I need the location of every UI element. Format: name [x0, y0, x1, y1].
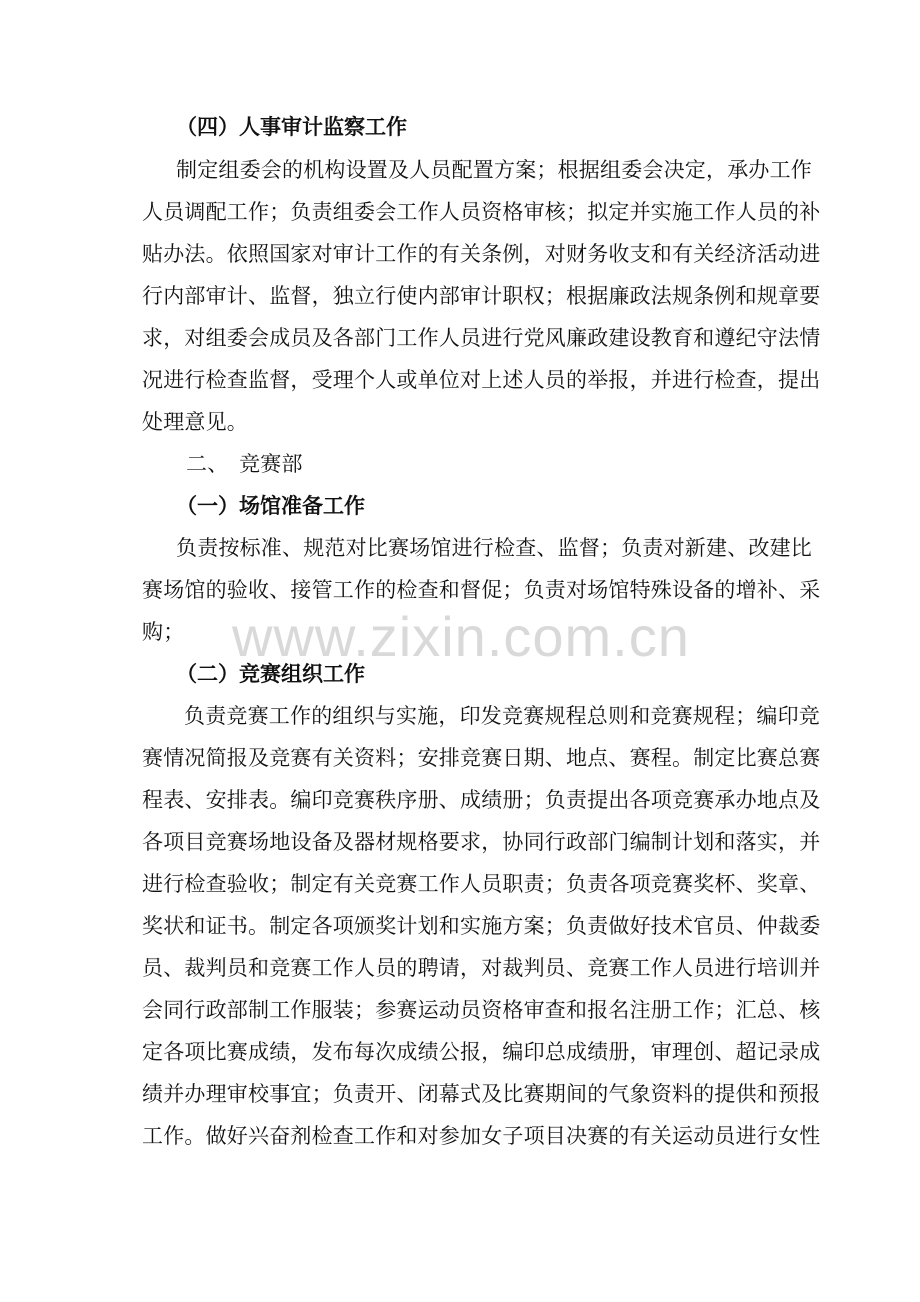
section-1-line-3: 购； [142, 620, 185, 644]
section-4-line-1: 制定组委会的机构设置及人员配置方案；根据组委会决定，承办工作 [176, 158, 812, 182]
section-1-line-1: 负责按标准、规范对比赛场馆进行检查、监督；负责对新建、改建比 [176, 536, 812, 560]
section-2-line-10: 绩并办理审校事宜；负责开、闭幕式及比赛期间的气象资料的提供和预报 [142, 1082, 821, 1106]
section-4-heading: （四）人事审计监察工作 [176, 114, 407, 139]
section-4-line-3: 贴办法。依照国家对审计工作的有关条例，对财务收支和有关经济活动进 [142, 242, 821, 266]
section-4-line-6: 况进行检查监督，受理个人或单位对上述人员的举报，并进行检查，提出 [142, 368, 821, 392]
section-1-heading: （一）场馆准备工作 [176, 493, 365, 518]
section-2-line-3: 程表、安排表。编印竞赛秩序册、成绩册；负责提出各项竞赛承办地点及 [142, 788, 821, 812]
section-2-line-9: 定各项比赛成绩，发布每次成绩公报，编印总成绩册，审理创、超记录成 [142, 1040, 821, 1064]
section-2-line-1: 负责竞赛工作的组织与实施，印发竞赛规程总则和竞赛规程；编印竞 [184, 704, 820, 728]
section-2-line-8: 会同行政部制工作服装；参赛运动员资格审查和报名注册工作；汇总、核 [142, 998, 821, 1022]
section-1-line-2: 赛场馆的验收、接管工作的检查和督促；负责对场馆特殊设备的增补、采 [142, 578, 821, 602]
section-4-line-5: 求，对组委会成员及各部门工作人员进行党风廉政建设教育和遵纪守法情 [142, 326, 821, 350]
section-2-line-4: 各项目竞赛场地设备及器材规格要求，协同行政部门编制计划和落实，并 [142, 830, 821, 854]
section-2-line-7: 员、裁判员和竞赛工作人员的聘请，对裁判员、竞赛工作人员进行培训并 [142, 956, 821, 980]
section-2-heading: （二）竞赛组织工作 [176, 661, 365, 686]
section-4-line-2: 人员调配工作；负责组委会工作人员资格审核；拟定并实施工作人员的补 [142, 200, 821, 224]
section-2-line-11: 工作。做好兴奋剂检查工作和对参加女子项目决赛的有关运动员进行女性 [142, 1124, 821, 1148]
section-4-line-4: 行内部审计、监督，独立行使内部审计职权；根据廉政法规条例和规章要 [142, 284, 821, 308]
part-2-heading: 二、 竞赛部 [186, 452, 303, 476]
section-2-line-2: 赛情况简报及竞赛有关资料；安排竞赛日期、地点、赛程。制定比赛总赛 [142, 746, 821, 770]
section-2-line-5: 进行检查验收；制定有关竞赛工作人员职责；负责各项竞赛奖杯、奖章、 [142, 872, 821, 896]
section-4-line-7: 处理意见。 [142, 410, 248, 434]
section-2-line-6: 奖状和证书。制定各项颁奖计划和实施方案；负责做好技术官员、仲裁委 [142, 914, 821, 938]
watermark: www.zixin.com.cn [232, 605, 690, 668]
